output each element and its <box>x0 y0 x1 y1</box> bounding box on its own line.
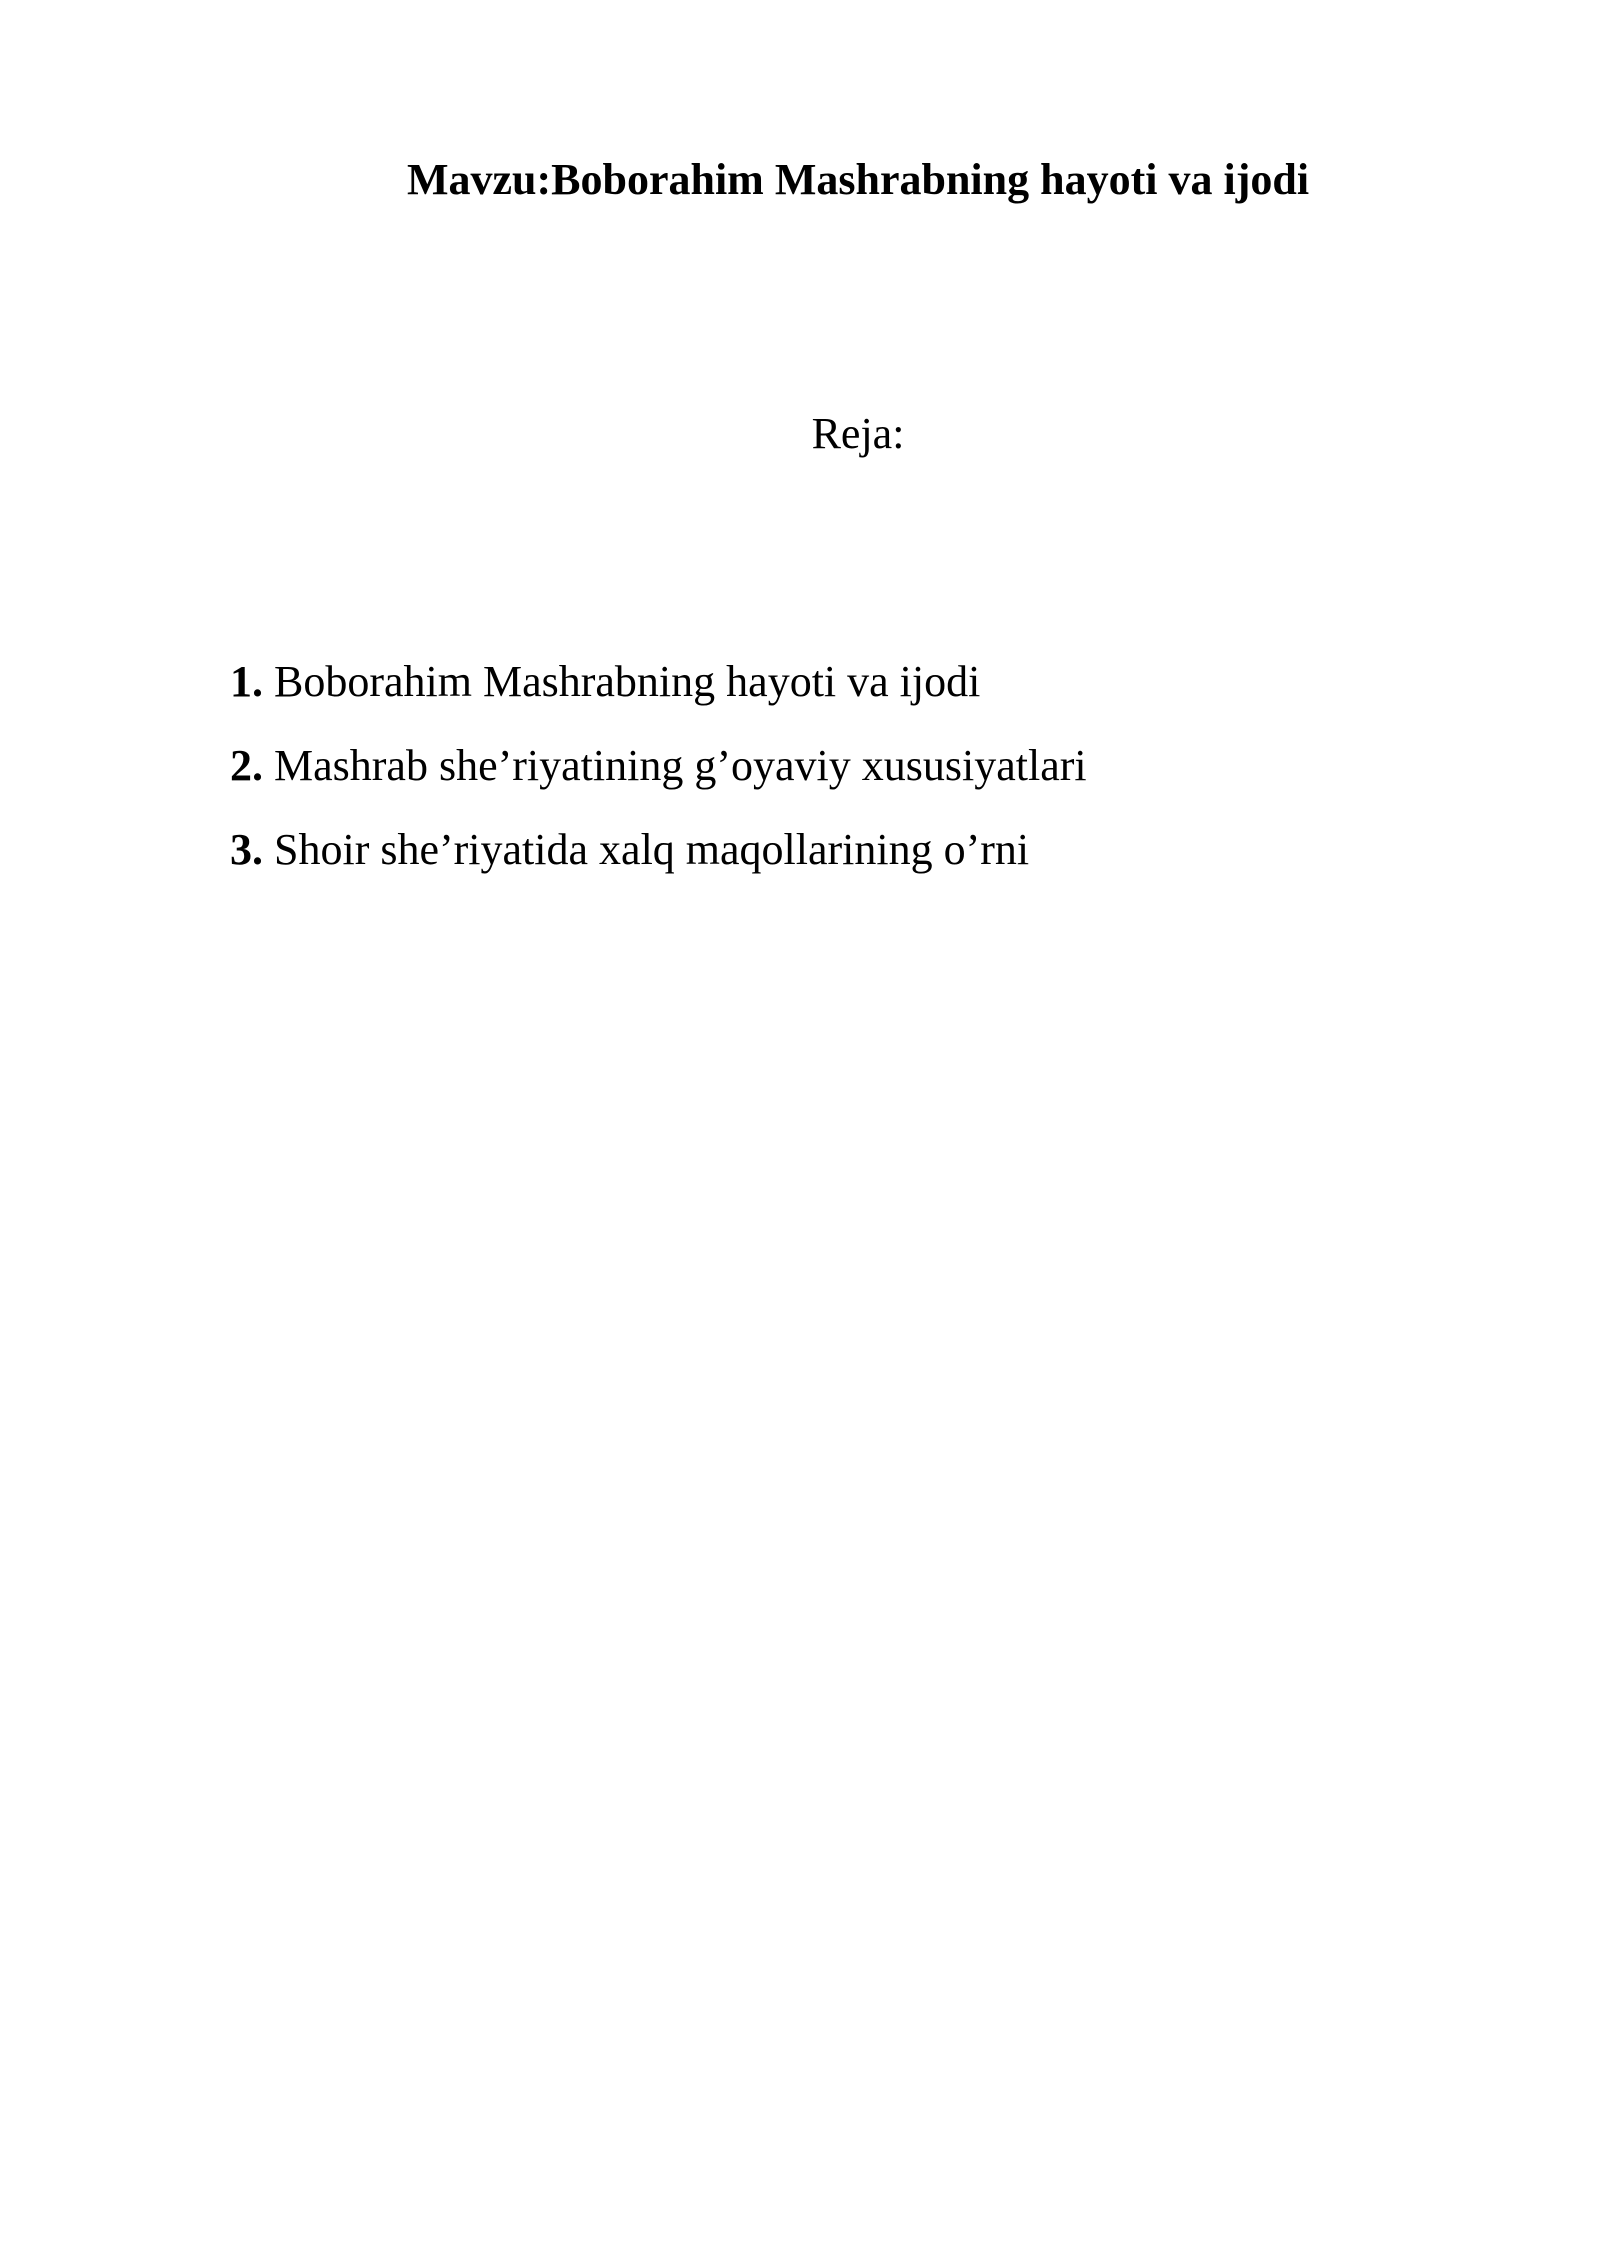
plan-heading: Reja: <box>811 409 905 458</box>
list-item-text: Boborahim Mashrabning hayoti va ijodi <box>274 657 981 706</box>
list-item-number: 2. <box>230 741 263 790</box>
list-item <box>230 738 1087 794</box>
list-item-number: 3. <box>230 825 263 874</box>
plan-list <box>230 654 1087 906</box>
list-item-text: Mashrab she’riyatining g’oyaviy xususiyatlari <box>274 741 1087 790</box>
list-item <box>230 822 1087 878</box>
list-item <box>230 654 1087 710</box>
list-item-number: 1. <box>230 657 263 706</box>
list-item-text: Shoir she’riyatida xalq maqollarining o’rni <box>274 825 1030 874</box>
page-title: Mavzu:Boborahim Mashrabning hayoti va ijodi <box>406 155 1310 204</box>
